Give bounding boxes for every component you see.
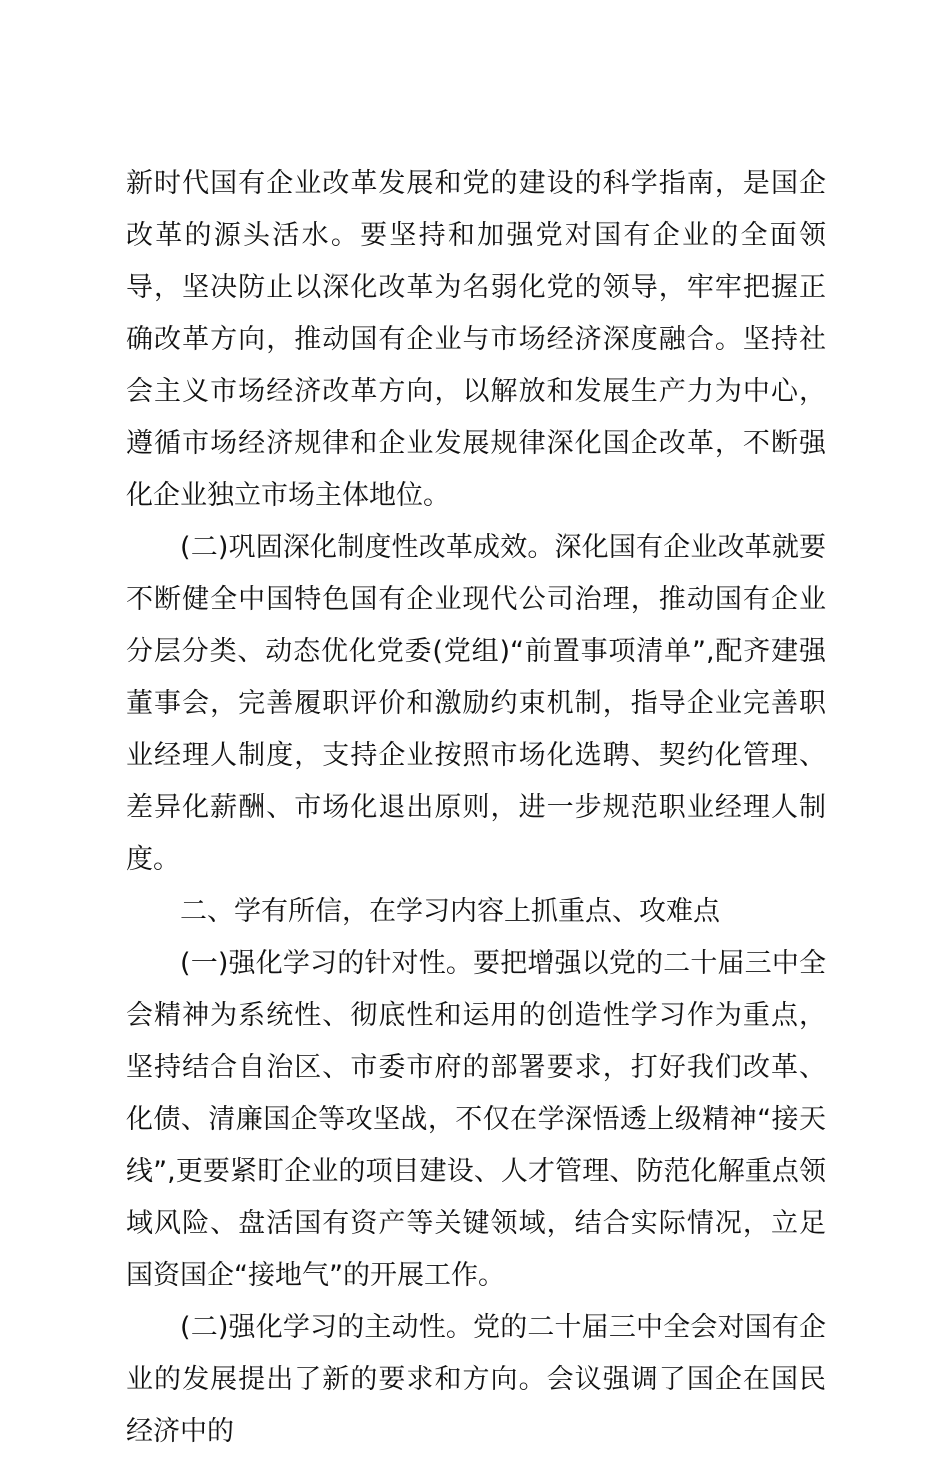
paragraph-1: 新时代国有企业改革发展和党的建设的科学指南，是国企改革的源头活水。要坚持和加强党对国有企业的全面领导，坚决防止以深化改革为名弱化党的领导，牢牢把握正确改革方向，推动国有企业与市场经济深度融合。坚持社会主义市场经济改革方向，以解放和发展生产力为中心，遵循市场经济规律和企业发展规律深化国企改革，不断强化企业独立市场主体地位。 (126, 168, 826, 511)
paragraph-2: (二)巩固深化制度性改革成效。深化国有企业改革就要不断健全中国特色国有企业现代公司治理，推动国有企业分层分类、动态优化党委(党组)“前置事项清单”,配齐建强董事会，完善履职评价和激励约束机制，指导企业完善职业经理人制度，支持企业按照市场化选聘、契约化管理、差异化薪酬、市场化退出原则，进一步规范职业经理人制度。 (126, 532, 826, 875)
section-heading: 二、学有所信，在学习内容上抓重点、攻难点 (180, 896, 720, 927)
paragraph-4: (二)强化学习的主动性。党的二十届三中全会对国有企业的发展提出了新的要求和方向。会议强调了国企在国民经济中的 (126, 1312, 826, 1447)
paragraph-3: (一)强化学习的针对性。要把增强以党的二十届三中全会精神为系统性、彻底性和运用的创造性学习作为重点，坚持结合自治区、市委市府的部署要求，打好我们改革、化债、清廉国企等攻坚战，不仅在学深悟透上级精神“接天线”,更要紧盯企业的项目建设、人才管理、防范化解重点领域风险、盘活国有资产等关键领域，结合实际情况，立足国资国企“接地气”的开展工作。 (126, 948, 826, 1291)
document-body (126, 158, 826, 1458)
